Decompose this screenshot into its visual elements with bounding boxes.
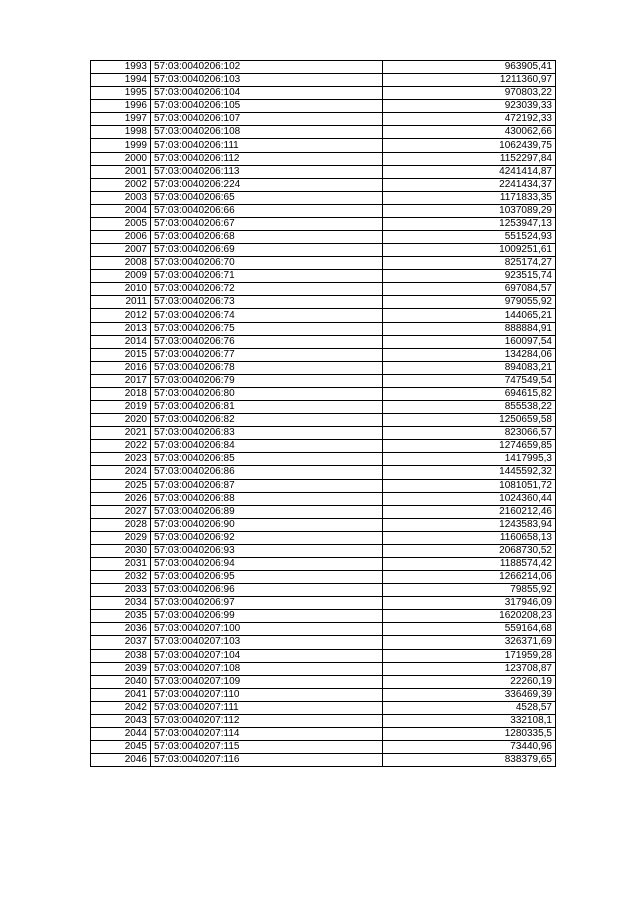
row-number-cell: 2031 bbox=[91, 557, 151, 570]
table-row bbox=[91, 387, 556, 400]
value-cell: 559164,68 bbox=[383, 623, 556, 636]
row-number-cell: 2019 bbox=[91, 401, 151, 414]
row-number-cell: 2041 bbox=[91, 688, 151, 701]
table-row bbox=[91, 414, 556, 427]
cadastral-number-cell: 57:03:0040206:95 bbox=[151, 571, 383, 584]
cadastral-number-cell: 57:03:0040207:100 bbox=[151, 623, 383, 636]
table-row bbox=[91, 623, 556, 636]
table-row bbox=[91, 87, 556, 100]
table-row bbox=[91, 505, 556, 518]
table-row bbox=[91, 453, 556, 466]
cadastral-number-cell: 57:03:0040206:74 bbox=[151, 309, 383, 322]
table-row bbox=[91, 217, 556, 230]
cadastral-number-cell: 57:03:0040206:84 bbox=[151, 440, 383, 453]
value-cell: 1253947,13 bbox=[383, 217, 556, 230]
row-number-cell: 2030 bbox=[91, 544, 151, 557]
table-row bbox=[91, 244, 556, 257]
table-row bbox=[91, 231, 556, 244]
value-cell: 1280335,5 bbox=[383, 727, 556, 740]
table-row bbox=[91, 296, 556, 309]
value-cell: 144065,21 bbox=[383, 309, 556, 322]
row-number-cell: 2042 bbox=[91, 701, 151, 714]
cadastral-number-cell: 57:03:0040206:71 bbox=[151, 270, 383, 283]
value-cell: 694615,82 bbox=[383, 387, 556, 400]
row-number-cell: 2003 bbox=[91, 191, 151, 204]
cadastral-number-cell: 57:03:0040207:110 bbox=[151, 688, 383, 701]
row-number-cell: 2027 bbox=[91, 505, 151, 518]
table-row bbox=[91, 126, 556, 139]
cadastral-number-cell: 57:03:0040206:104 bbox=[151, 87, 383, 100]
row-number-cell: 2034 bbox=[91, 597, 151, 610]
row-number-cell: 1998 bbox=[91, 126, 151, 139]
cadastral-number-cell: 57:03:0040206:96 bbox=[151, 584, 383, 597]
row-number-cell: 2021 bbox=[91, 427, 151, 440]
value-cell: 747549,54 bbox=[383, 374, 556, 387]
table-row bbox=[91, 139, 556, 152]
table-row bbox=[91, 597, 556, 610]
row-number-cell: 2014 bbox=[91, 335, 151, 348]
row-number-cell: 2029 bbox=[91, 531, 151, 544]
value-cell: 160097,54 bbox=[383, 335, 556, 348]
row-number-cell: 2010 bbox=[91, 283, 151, 296]
value-cell: 1062439,75 bbox=[383, 139, 556, 152]
table-row bbox=[91, 649, 556, 662]
row-number-cell: 2025 bbox=[91, 479, 151, 492]
table-row bbox=[91, 257, 556, 270]
cadastral-number-cell: 57:03:0040206:75 bbox=[151, 322, 383, 335]
value-cell: 825174,27 bbox=[383, 257, 556, 270]
row-number-cell: 2004 bbox=[91, 204, 151, 217]
value-cell: 1152297,84 bbox=[383, 152, 556, 165]
value-cell: 1009251,61 bbox=[383, 244, 556, 257]
value-cell: 326371,69 bbox=[383, 636, 556, 649]
cadastral-number-cell: 57:03:0040207:108 bbox=[151, 662, 383, 675]
row-number-cell: 1999 bbox=[91, 139, 151, 152]
table-row bbox=[91, 74, 556, 87]
value-cell: 1024360,44 bbox=[383, 492, 556, 505]
value-cell: 2068730,52 bbox=[383, 544, 556, 557]
row-number-cell: 2017 bbox=[91, 374, 151, 387]
cadastral-number-cell: 57:03:0040206:103 bbox=[151, 74, 383, 87]
table-row bbox=[91, 335, 556, 348]
cadastral-number-cell: 57:03:0040206:77 bbox=[151, 348, 383, 361]
cadastral-number-cell: 57:03:0040206:107 bbox=[151, 113, 383, 126]
cadastral-number-cell: 57:03:0040206:70 bbox=[151, 257, 383, 270]
table-row bbox=[91, 309, 556, 322]
cadastral-number-cell: 57:03:0040206:79 bbox=[151, 374, 383, 387]
value-cell: 551524,93 bbox=[383, 231, 556, 244]
cadastral-number-cell: 57:03:0040206:90 bbox=[151, 518, 383, 531]
cadastral-number-cell: 57:03:0040206:68 bbox=[151, 231, 383, 244]
value-cell: 970803,22 bbox=[383, 87, 556, 100]
table-row bbox=[91, 113, 556, 126]
row-number-cell: 1994 bbox=[91, 74, 151, 87]
row-number-cell: 1996 bbox=[91, 100, 151, 113]
value-cell: 4241414,87 bbox=[383, 165, 556, 178]
value-cell: 4528,57 bbox=[383, 701, 556, 714]
table-row bbox=[91, 727, 556, 740]
cadastral-number-cell: 57:03:0040207:112 bbox=[151, 714, 383, 727]
value-cell: 979055,92 bbox=[383, 296, 556, 309]
row-number-cell: 2018 bbox=[91, 387, 151, 400]
row-number-cell: 2045 bbox=[91, 741, 151, 754]
table-row bbox=[91, 361, 556, 374]
value-cell: 73440,96 bbox=[383, 741, 556, 754]
table-row bbox=[91, 374, 556, 387]
value-cell: 1274659,85 bbox=[383, 440, 556, 453]
table-row bbox=[91, 531, 556, 544]
table-row bbox=[91, 283, 556, 296]
cadastral-number-cell: 57:03:0040206:105 bbox=[151, 100, 383, 113]
value-cell: 1266214,06 bbox=[383, 571, 556, 584]
value-cell: 123708,87 bbox=[383, 662, 556, 675]
cadastral-number-cell: 57:03:0040206:73 bbox=[151, 296, 383, 309]
table-row bbox=[91, 178, 556, 191]
row-number-cell: 2032 bbox=[91, 571, 151, 584]
table-row bbox=[91, 61, 556, 74]
row-number-cell: 2044 bbox=[91, 727, 151, 740]
table-row bbox=[91, 466, 556, 479]
row-number-cell: 2011 bbox=[91, 296, 151, 309]
cadastral-number-cell: 57:03:0040207:111 bbox=[151, 701, 383, 714]
cadastral-number-cell: 57:03:0040206:92 bbox=[151, 531, 383, 544]
cadastral-number-cell: 57:03:0040206:88 bbox=[151, 492, 383, 505]
value-cell: 2160212,46 bbox=[383, 505, 556, 518]
value-cell: 1620208,23 bbox=[383, 610, 556, 623]
cadastral-number-cell: 57:03:0040206:83 bbox=[151, 427, 383, 440]
row-number-cell: 2007 bbox=[91, 244, 151, 257]
value-cell: 1081051,72 bbox=[383, 479, 556, 492]
table-row bbox=[91, 427, 556, 440]
table-row bbox=[91, 571, 556, 584]
table-row bbox=[91, 557, 556, 570]
row-number-cell: 2033 bbox=[91, 584, 151, 597]
cadastral-number-cell: 57:03:0040206:97 bbox=[151, 597, 383, 610]
cadastral-number-cell: 57:03:0040206:76 bbox=[151, 335, 383, 348]
row-number-cell: 2008 bbox=[91, 257, 151, 270]
row-number-cell: 2023 bbox=[91, 453, 151, 466]
value-cell: 2241434,37 bbox=[383, 178, 556, 191]
row-number-cell: 2037 bbox=[91, 636, 151, 649]
table-row bbox=[91, 440, 556, 453]
cadastral-number-cell: 57:03:0040206:72 bbox=[151, 283, 383, 296]
value-cell: 963905,41 bbox=[383, 61, 556, 74]
cadastral-number-cell: 57:03:0040206:78 bbox=[151, 361, 383, 374]
value-cell: 1037089,29 bbox=[383, 204, 556, 217]
cadastral-number-cell: 57:03:0040206:89 bbox=[151, 505, 383, 518]
table-row bbox=[91, 675, 556, 688]
cadastral-number-cell: 57:03:0040206:99 bbox=[151, 610, 383, 623]
cadastral-number-cell: 57:03:0040206:65 bbox=[151, 191, 383, 204]
row-number-cell: 2006 bbox=[91, 231, 151, 244]
value-cell: 923515,74 bbox=[383, 270, 556, 283]
value-cell: 1188574,42 bbox=[383, 557, 556, 570]
value-cell: 317946,09 bbox=[383, 597, 556, 610]
table-row bbox=[91, 322, 556, 335]
row-number-cell: 2043 bbox=[91, 714, 151, 727]
value-cell: 923039,33 bbox=[383, 100, 556, 113]
row-number-cell: 2016 bbox=[91, 361, 151, 374]
value-cell: 1160658,13 bbox=[383, 531, 556, 544]
cadastral-number-cell: 57:03:0040206:113 bbox=[151, 165, 383, 178]
row-number-cell: 2005 bbox=[91, 217, 151, 230]
row-number-cell: 2026 bbox=[91, 492, 151, 505]
cadastral-number-cell: 57:03:0040207:104 bbox=[151, 649, 383, 662]
table-row bbox=[91, 610, 556, 623]
row-number-cell: 2046 bbox=[91, 754, 151, 767]
cadastral-number-cell: 57:03:0040206:108 bbox=[151, 126, 383, 139]
cadastral-number-cell: 57:03:0040206:94 bbox=[151, 557, 383, 570]
table-row bbox=[91, 544, 556, 557]
row-number-cell: 2020 bbox=[91, 414, 151, 427]
cadastral-number-cell: 57:03:0040206:112 bbox=[151, 152, 383, 165]
cadastral-number-cell: 57:03:0040206:69 bbox=[151, 244, 383, 257]
table-body bbox=[91, 61, 556, 767]
value-cell: 1250659,58 bbox=[383, 414, 556, 427]
cadastral-number-cell: 57:03:0040206:67 bbox=[151, 217, 383, 230]
value-cell: 1211360,97 bbox=[383, 74, 556, 87]
table-row bbox=[91, 204, 556, 217]
value-cell: 855538,22 bbox=[383, 401, 556, 414]
cadastral-number-cell: 57:03:0040206:82 bbox=[151, 414, 383, 427]
table-row bbox=[91, 584, 556, 597]
table-row bbox=[91, 401, 556, 414]
table-row bbox=[91, 701, 556, 714]
table-row bbox=[91, 518, 556, 531]
row-number-cell: 2015 bbox=[91, 348, 151, 361]
cadastral-number-cell: 57:03:0040206:86 bbox=[151, 466, 383, 479]
row-number-cell: 1997 bbox=[91, 113, 151, 126]
table-row bbox=[91, 191, 556, 204]
table-row bbox=[91, 741, 556, 754]
cadastral-number-cell: 57:03:0040206:111 bbox=[151, 139, 383, 152]
row-number-cell: 2012 bbox=[91, 309, 151, 322]
table-row bbox=[91, 636, 556, 649]
row-number-cell: 2022 bbox=[91, 440, 151, 453]
value-cell: 838379,65 bbox=[383, 754, 556, 767]
row-number-cell: 2000 bbox=[91, 152, 151, 165]
table-row bbox=[91, 165, 556, 178]
value-cell: 336469,39 bbox=[383, 688, 556, 701]
cadastral-number-cell: 57:03:0040206:80 bbox=[151, 387, 383, 400]
value-cell: 430062,66 bbox=[383, 126, 556, 139]
table-row bbox=[91, 270, 556, 283]
cadastral-number-cell: 57:03:0040206:93 bbox=[151, 544, 383, 557]
value-cell: 1445592,32 bbox=[383, 466, 556, 479]
value-cell: 697084,57 bbox=[383, 283, 556, 296]
cadastral-number-cell: 57:03:0040206:224 bbox=[151, 178, 383, 191]
value-cell: 894083,21 bbox=[383, 361, 556, 374]
value-cell: 171959,28 bbox=[383, 649, 556, 662]
value-cell: 22260,19 bbox=[383, 675, 556, 688]
table-row bbox=[91, 479, 556, 492]
row-number-cell: 2024 bbox=[91, 466, 151, 479]
row-number-cell: 2013 bbox=[91, 322, 151, 335]
table-row bbox=[91, 688, 556, 701]
table-row bbox=[91, 152, 556, 165]
row-number-cell: 2035 bbox=[91, 610, 151, 623]
cadastral-number-cell: 57:03:0040207:109 bbox=[151, 675, 383, 688]
table-row bbox=[91, 100, 556, 113]
table-row bbox=[91, 754, 556, 767]
row-number-cell: 2028 bbox=[91, 518, 151, 531]
row-number-cell: 2001 bbox=[91, 165, 151, 178]
row-number-cell: 2038 bbox=[91, 649, 151, 662]
row-number-cell: 1993 bbox=[91, 61, 151, 74]
cadastral-number-cell: 57:03:0040207:115 bbox=[151, 741, 383, 754]
value-cell: 1171833,35 bbox=[383, 191, 556, 204]
value-cell: 1243583,94 bbox=[383, 518, 556, 531]
row-number-cell: 2002 bbox=[91, 178, 151, 191]
cadastral-number-cell: 57:03:0040206:66 bbox=[151, 204, 383, 217]
cadastral-number-cell: 57:03:0040206:102 bbox=[151, 61, 383, 74]
table-row bbox=[91, 662, 556, 675]
table-row bbox=[91, 348, 556, 361]
value-cell: 134284,06 bbox=[383, 348, 556, 361]
cadastral-value-table bbox=[90, 60, 556, 767]
row-number-cell: 1995 bbox=[91, 87, 151, 100]
value-cell: 332108,1 bbox=[383, 714, 556, 727]
row-number-cell: 2036 bbox=[91, 623, 151, 636]
cadastral-number-cell: 57:03:0040206:81 bbox=[151, 401, 383, 414]
row-number-cell: 2040 bbox=[91, 675, 151, 688]
cadastral-number-cell: 57:03:0040207:103 bbox=[151, 636, 383, 649]
value-cell: 79855,92 bbox=[383, 584, 556, 597]
cadastral-number-cell: 57:03:0040207:114 bbox=[151, 727, 383, 740]
cadastral-number-cell: 57:03:0040206:87 bbox=[151, 479, 383, 492]
value-cell: 1417995,3 bbox=[383, 453, 556, 466]
value-cell: 472192,33 bbox=[383, 113, 556, 126]
row-number-cell: 2039 bbox=[91, 662, 151, 675]
cadastral-number-cell: 57:03:0040206:85 bbox=[151, 453, 383, 466]
table-row bbox=[91, 492, 556, 505]
row-number-cell: 2009 bbox=[91, 270, 151, 283]
value-cell: 823066,57 bbox=[383, 427, 556, 440]
value-cell: 888884,91 bbox=[383, 322, 556, 335]
cadastral-number-cell: 57:03:0040207:116 bbox=[151, 754, 383, 767]
table-row bbox=[91, 714, 556, 727]
